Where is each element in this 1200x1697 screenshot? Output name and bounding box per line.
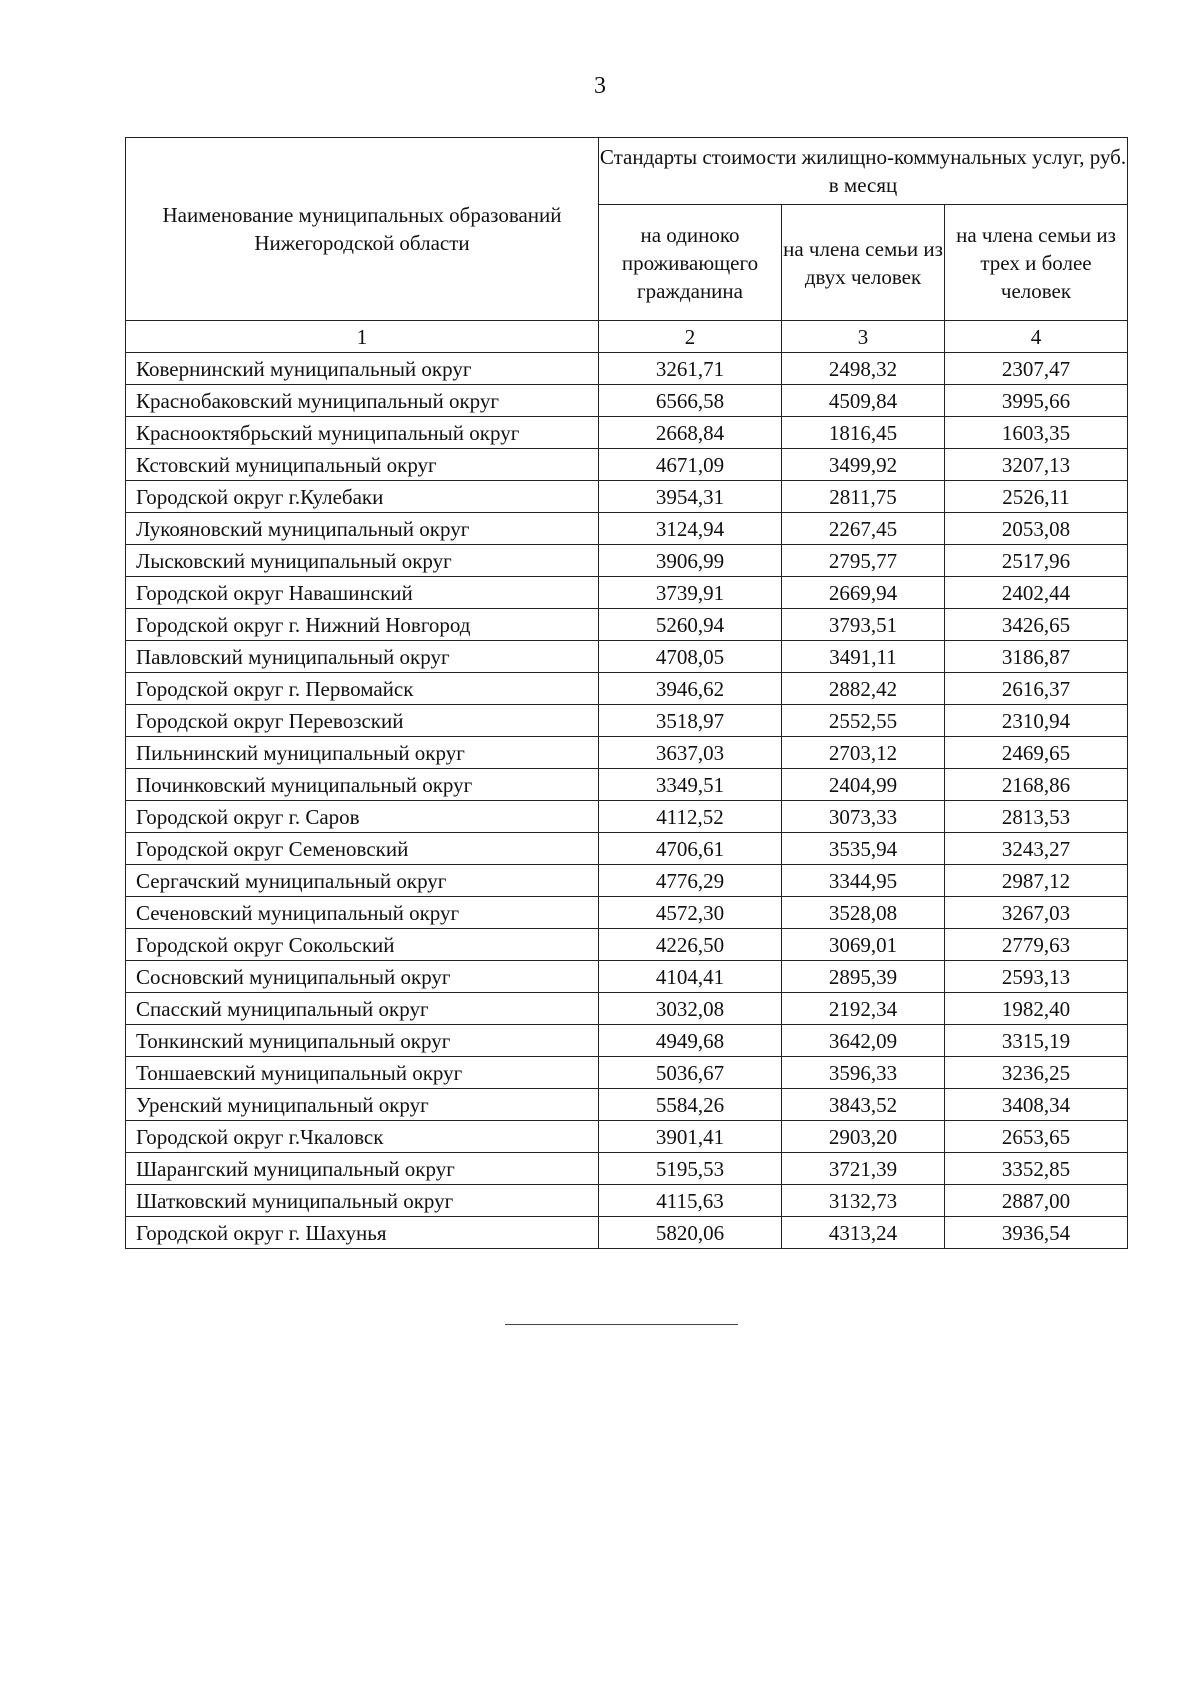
- table-row: [126, 929, 1128, 961]
- two-person-member-cost: 2811,75: [782, 481, 945, 513]
- table-row: [126, 865, 1128, 897]
- single-resident-cost: 6566,58: [599, 385, 782, 417]
- single-resident-cost: 3124,94: [599, 513, 782, 545]
- table-row: [126, 1025, 1128, 1057]
- two-person-member-cost: 3491,11: [782, 641, 945, 673]
- table-row: [126, 897, 1128, 929]
- single-resident-cost: 4949,68: [599, 1025, 782, 1057]
- municipality-name: Лукояновский муниципальный округ: [126, 513, 599, 545]
- single-resident-cost: 4671,09: [599, 449, 782, 481]
- two-person-member-cost: 2267,45: [782, 513, 945, 545]
- single-resident-cost: 3946,62: [599, 673, 782, 705]
- municipality-name-header: Наименование муниципальных образований Нижегородской области: [126, 138, 599, 321]
- single-resident-cost: 4708,05: [599, 641, 782, 673]
- single-resident-cost: 5820,06: [599, 1217, 782, 1249]
- two-person-member-cost: 2498,32: [782, 353, 945, 385]
- municipality-name: Краснобаковский муниципальный округ: [126, 385, 599, 417]
- three-plus-member-cost: 3267,03: [945, 897, 1128, 929]
- table-row: [126, 1057, 1128, 1089]
- municipality-name: Спасский муниципальный округ: [126, 993, 599, 1025]
- municipality-name: Городской округ Сокольский: [126, 929, 599, 961]
- two-person-member-cost: 2903,20: [782, 1121, 945, 1153]
- single-resident-header: на одиноко проживающего гражданина: [599, 205, 782, 321]
- three-plus-member-cost: 1603,35: [945, 417, 1128, 449]
- three-plus-member-cost: 2779,63: [945, 929, 1128, 961]
- three-plus-family-header: на члена семьи из трех и более человек: [945, 205, 1128, 321]
- two-person-member-cost: 3843,52: [782, 1089, 945, 1121]
- single-resident-cost: 3518,97: [599, 705, 782, 737]
- municipality-name: Тонкинский муниципальный округ: [126, 1025, 599, 1057]
- single-resident-cost: 3739,91: [599, 577, 782, 609]
- two-person-member-cost: 3596,33: [782, 1057, 945, 1089]
- single-resident-cost: 4776,29: [599, 865, 782, 897]
- three-plus-member-cost: 2053,08: [945, 513, 1128, 545]
- two-person-member-cost: 2192,34: [782, 993, 945, 1025]
- table-header: [126, 138, 1128, 321]
- three-plus-member-cost: 1982,40: [945, 993, 1128, 1025]
- table-row: [126, 513, 1128, 545]
- table-row: [126, 1153, 1128, 1185]
- table-row: [126, 1185, 1128, 1217]
- table-row: [126, 1121, 1128, 1153]
- three-plus-member-cost: 2469,65: [945, 737, 1128, 769]
- table-row: [126, 673, 1128, 705]
- municipality-name: Кстовский муниципальный округ: [126, 449, 599, 481]
- column-number: 2: [599, 321, 782, 353]
- table-row: [126, 961, 1128, 993]
- two-person-member-cost: 3344,95: [782, 865, 945, 897]
- two-person-member-cost: 3069,01: [782, 929, 945, 961]
- table-row: [126, 385, 1128, 417]
- municipality-name: Городской округ г. Саров: [126, 801, 599, 833]
- three-plus-member-cost: 3186,87: [945, 641, 1128, 673]
- column-number: 1: [126, 321, 599, 353]
- three-plus-member-cost: 2517,96: [945, 545, 1128, 577]
- table-row: [126, 481, 1128, 513]
- page-number: 3: [594, 73, 606, 99]
- municipality-name: Городской округ г. Первомайск: [126, 673, 599, 705]
- single-resident-cost: 5584,26: [599, 1089, 782, 1121]
- municipality-name: Городской округ Навашинский: [126, 577, 599, 609]
- table-row: [126, 1217, 1128, 1249]
- two-person-member-cost: 2882,42: [782, 673, 945, 705]
- column-number: 4: [945, 321, 1128, 353]
- two-person-member-cost: 3132,73: [782, 1185, 945, 1217]
- single-resident-cost: 3906,99: [599, 545, 782, 577]
- municipality-name: Сосновский муниципальный округ: [126, 961, 599, 993]
- municipality-name: Пильнинский муниципальный округ: [126, 737, 599, 769]
- two-person-member-cost: 3642,09: [782, 1025, 945, 1057]
- two-person-family-header: на члена семьи из двух человек: [782, 205, 945, 321]
- table-row: [126, 993, 1128, 1025]
- municipality-name: Краснооктябрьский муниципальный округ: [126, 417, 599, 449]
- three-plus-member-cost: 2168,86: [945, 769, 1128, 801]
- municipality-name: Ковернинский муниципальный округ: [126, 353, 599, 385]
- two-person-member-cost: 2552,55: [782, 705, 945, 737]
- three-plus-member-cost: 2593,13: [945, 961, 1128, 993]
- three-plus-member-cost: 3236,25: [945, 1057, 1128, 1089]
- three-plus-member-cost: 3426,65: [945, 609, 1128, 641]
- single-resident-cost: 4572,30: [599, 897, 782, 929]
- municipality-name: Городской округ Перевозский: [126, 705, 599, 737]
- three-plus-member-cost: 3243,27: [945, 833, 1128, 865]
- municipality-name: Лысковский муниципальный округ: [126, 545, 599, 577]
- municipality-name: Шарангский муниципальный округ: [126, 1153, 599, 1185]
- three-plus-member-cost: 2402,44: [945, 577, 1128, 609]
- table-row: [126, 641, 1128, 673]
- end-of-document-rule: [505, 1324, 738, 1325]
- table-row: [126, 1089, 1128, 1121]
- single-resident-cost: 2668,84: [599, 417, 782, 449]
- table-row: [126, 577, 1128, 609]
- two-person-member-cost: 2895,39: [782, 961, 945, 993]
- municipality-name: Тоншаевский муниципальный округ: [126, 1057, 599, 1089]
- municipality-name: Сеченовский муниципальный округ: [126, 897, 599, 929]
- single-resident-cost: 4112,52: [599, 801, 782, 833]
- two-person-member-cost: 4509,84: [782, 385, 945, 417]
- table-row: [126, 737, 1128, 769]
- table-row: [126, 449, 1128, 481]
- municipality-name: Сергачский муниципальный округ: [126, 865, 599, 897]
- two-person-member-cost: 1816,45: [782, 417, 945, 449]
- three-plus-member-cost: 3408,34: [945, 1089, 1128, 1121]
- column-number-row: [126, 321, 1128, 353]
- table-row: [126, 417, 1128, 449]
- two-person-member-cost: 2795,77: [782, 545, 945, 577]
- three-plus-member-cost: 3995,66: [945, 385, 1128, 417]
- single-resident-cost: 3261,71: [599, 353, 782, 385]
- three-plus-member-cost: 2887,00: [945, 1185, 1128, 1217]
- single-resident-cost: 3349,51: [599, 769, 782, 801]
- three-plus-member-cost: 3315,19: [945, 1025, 1128, 1057]
- municipality-name: Городской округ Семеновский: [126, 833, 599, 865]
- municipality-name: Уренский муниципальный округ: [126, 1089, 599, 1121]
- single-resident-cost: 3901,41: [599, 1121, 782, 1153]
- single-resident-cost: 4226,50: [599, 929, 782, 961]
- two-person-member-cost: 3499,92: [782, 449, 945, 481]
- three-plus-member-cost: 2310,94: [945, 705, 1128, 737]
- column-number: 3: [782, 321, 945, 353]
- housing-cost-standards-table: [125, 137, 1128, 1249]
- table-body: [126, 321, 1128, 1249]
- single-resident-cost: 3637,03: [599, 737, 782, 769]
- single-resident-cost: 5260,94: [599, 609, 782, 641]
- table-row: [126, 609, 1128, 641]
- single-resident-cost: 5195,53: [599, 1153, 782, 1185]
- two-person-member-cost: 4313,24: [782, 1217, 945, 1249]
- single-resident-cost: 5036,67: [599, 1057, 782, 1089]
- municipality-name: Городской округ г.Кулебаки: [126, 481, 599, 513]
- two-person-member-cost: 3528,08: [782, 897, 945, 929]
- three-plus-member-cost: 3207,13: [945, 449, 1128, 481]
- three-plus-member-cost: 3352,85: [945, 1153, 1128, 1185]
- single-resident-cost: 3954,31: [599, 481, 782, 513]
- municipality-name: Городской округ г.Чкаловск: [126, 1121, 599, 1153]
- single-resident-cost: 3032,08: [599, 993, 782, 1025]
- municipality-name: Городской округ г. Нижний Новгород: [126, 609, 599, 641]
- three-plus-member-cost: 2616,37: [945, 673, 1128, 705]
- three-plus-member-cost: 2653,65: [945, 1121, 1128, 1153]
- two-person-member-cost: 3793,51: [782, 609, 945, 641]
- municipality-name: Павловский муниципальный округ: [126, 641, 599, 673]
- single-resident-cost: 4115,63: [599, 1185, 782, 1217]
- three-plus-member-cost: 2987,12: [945, 865, 1128, 897]
- municipality-name: Шатковский муниципальный округ: [126, 1185, 599, 1217]
- three-plus-member-cost: 3936,54: [945, 1217, 1128, 1249]
- table-row: [126, 545, 1128, 577]
- two-person-member-cost: 3721,39: [782, 1153, 945, 1185]
- three-plus-member-cost: 2307,47: [945, 353, 1128, 385]
- two-person-member-cost: 3535,94: [782, 833, 945, 865]
- single-resident-cost: 4706,61: [599, 833, 782, 865]
- table-row: [126, 801, 1128, 833]
- single-resident-cost: 4104,41: [599, 961, 782, 993]
- two-person-member-cost: 2669,94: [782, 577, 945, 609]
- table-row: [126, 705, 1128, 737]
- table-row: [126, 833, 1128, 865]
- three-plus-member-cost: 2526,11: [945, 481, 1128, 513]
- table-row: [126, 353, 1128, 385]
- two-person-member-cost: 2404,99: [782, 769, 945, 801]
- three-plus-member-cost: 2813,53: [945, 801, 1128, 833]
- two-person-member-cost: 3073,33: [782, 801, 945, 833]
- cost-standards-group-header: Стандарты стоимости жилищно-коммунальных услуг, руб. в месяц: [599, 138, 1128, 205]
- two-person-member-cost: 2703,12: [782, 737, 945, 769]
- municipality-name: Городской округ г. Шахунья: [126, 1217, 599, 1249]
- table-row: [126, 769, 1128, 801]
- municipality-name: Починковский муниципальный округ: [126, 769, 599, 801]
